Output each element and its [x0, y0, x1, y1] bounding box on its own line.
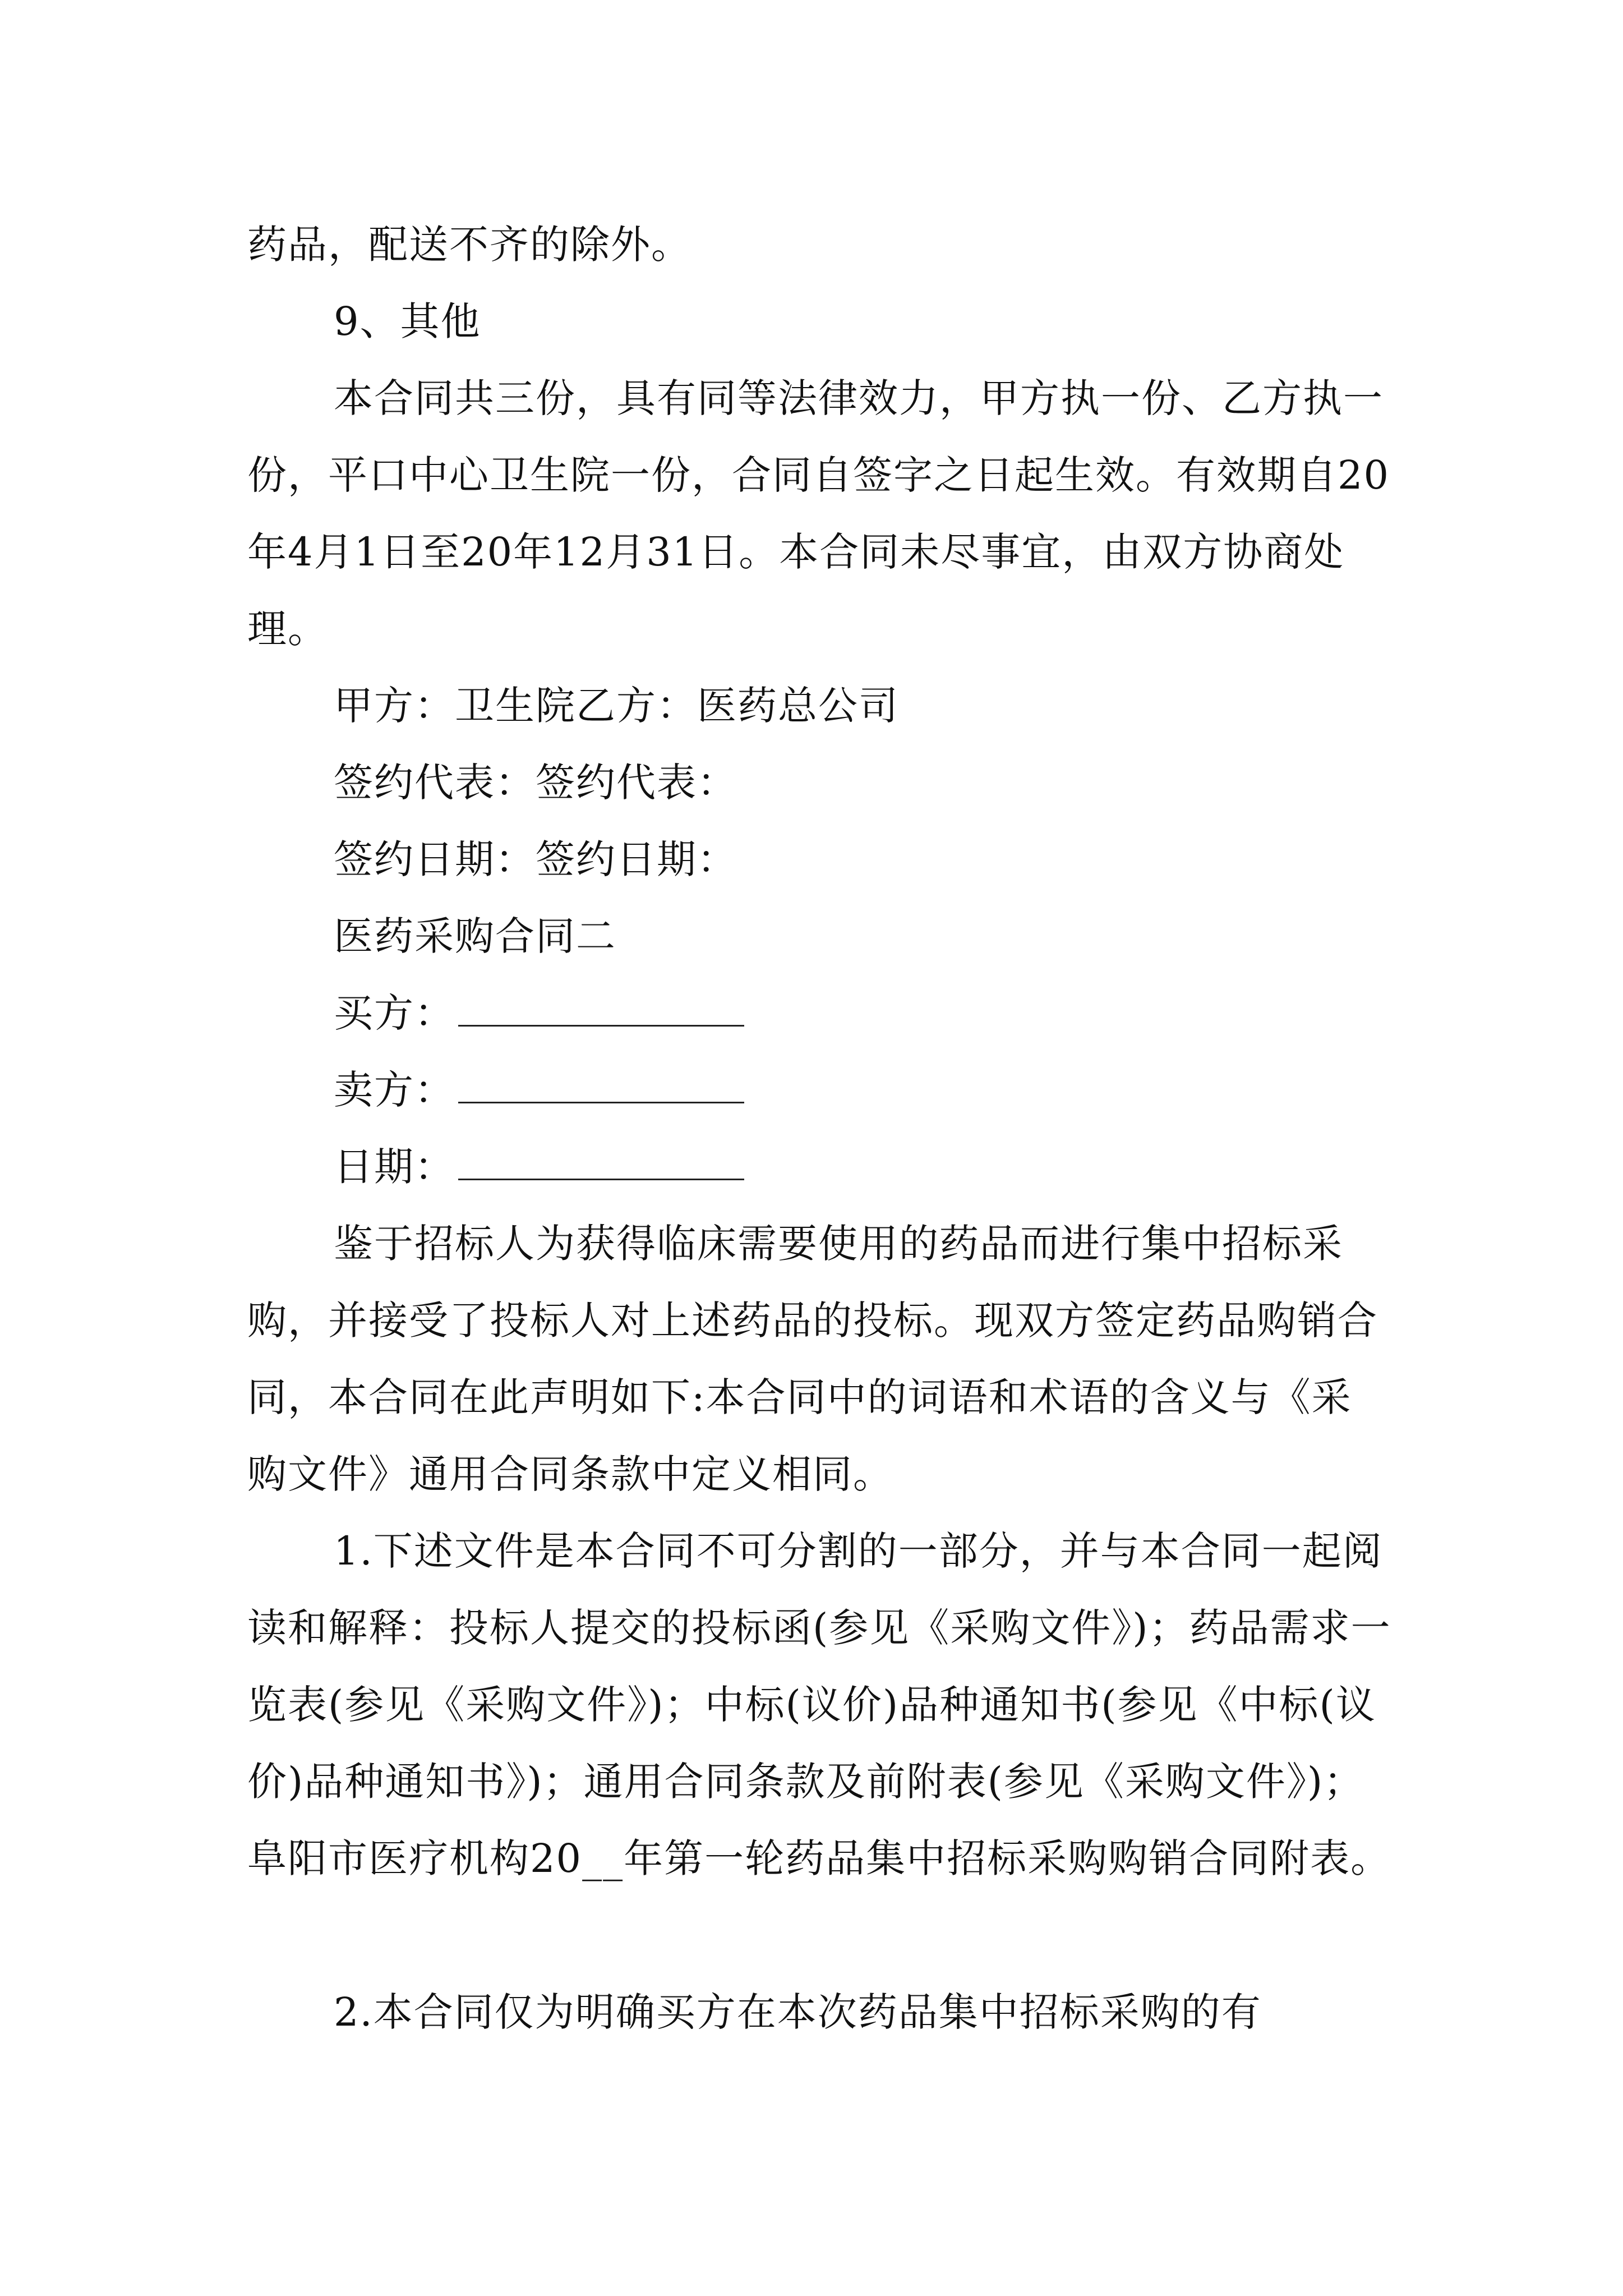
parties-line: 甲方：卫生院乙方：医药总公司	[334, 683, 899, 729]
buyer-field	[334, 975, 1478, 1052]
buyer-blank-line	[458, 1022, 744, 1027]
paragraph-continuation: 药品，配送不齐的除外。	[247, 222, 691, 268]
signing-representative-line: 签约代表：签约代表：	[334, 760, 737, 806]
date-label: 日期：	[334, 1144, 455, 1190]
contract-two-title: 医药采购合同二	[334, 913, 616, 959]
seller-label: 卖方：	[334, 1067, 455, 1113]
buyer-label: 买方：	[334, 990, 455, 1036]
date-blank-line	[458, 1175, 744, 1180]
clause-1: 1.下述文件是本合同不可分割的一部分，并与本合同一起阅读和解释：投标人提交的投标函(参见《采购文件》)；药品需求一览表(参见《采购文件》)；中标(议价)品种通知书(参见《中标(议价)品种通知书》)；通用合同条款及前附表(参见《采购文件》)；阜阳市医疗机构20__年第一轮药品集中招标采购购销合同附表。	[247, 1528, 1391, 1881]
paragraph-preamble: 鉴于招标人为获得临床需要使用的药品而进行集中招标采购，并接受了投标人对上述药品的投标。现双方签定药品购销合同，本合同在此声明如下:本合同中的词语和术语的含义与《采购文件》通用合同条款中定义相同。	[247, 1221, 1378, 1497]
seller-blank-line	[458, 1098, 744, 1103]
paragraph-contract-copies: 本合同共三份，具有同等法律效力，甲方执一份、乙方执一份，平口中心卫生院一份，合同自签字之日起生效。有效期自20年4月1日至20年12月31日。本合同未尽事宜，由双方协商处理。	[247, 375, 1390, 652]
signing-date-line: 签约日期：签约日期：	[334, 836, 737, 882]
section-heading-other: 9、其他	[334, 298, 481, 344]
seller-field	[334, 1052, 1478, 1129]
clause-2: 2.本合同仅为明确买方在本次药品集中招标采购的有	[334, 1989, 1262, 2035]
date-field	[334, 1129, 1478, 1205]
